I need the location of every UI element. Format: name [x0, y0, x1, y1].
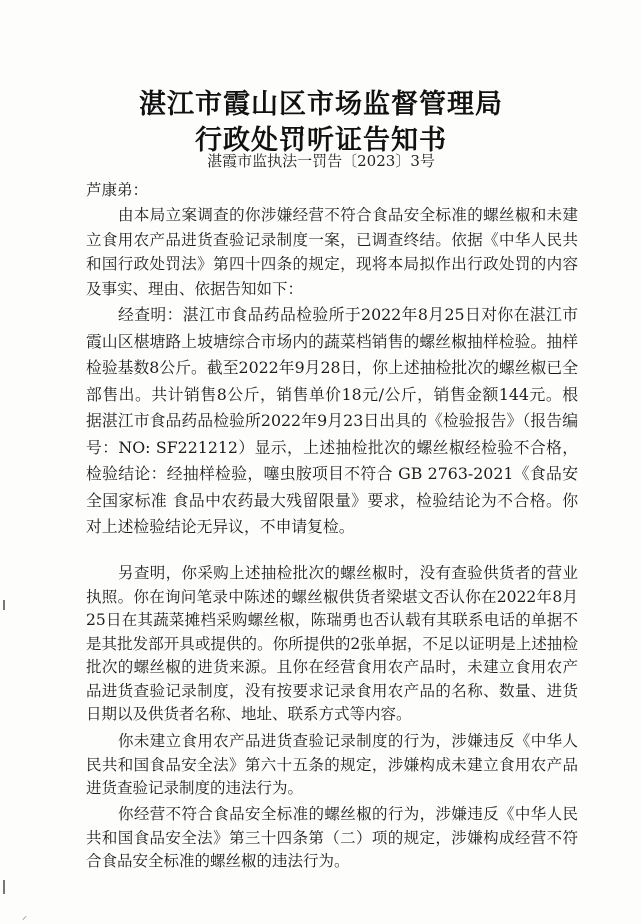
paragraph-violation-standards: 你经营不符合食品安全标准的螺丝椒的行为，涉嫌违反《中华人民共和国食品安全法》第三十四条第（二）项的规定，涉嫌构成经营不符合食品安全标准的螺丝椒的违法行为。 [86, 805, 578, 870]
issuer-title: 湛江市霞山区市场监督管理局 [139, 89, 503, 120]
paragraph-further-findings: 另查明，你采购上述抽检批次的螺丝椒时，没有查验供货者的营业执照。你在询问笔录中陈述的螺丝椒供货者梁堪文否认你在2022年8月25日在其蔬菜摊档采购螺丝椒，陈瑞勇也否认载有其联系电话的单据不是其批发部开具或提供的。你所提供的2张单据，不足以证明是上述抽检批次的螺丝椒的进货来源。且你在经营食用农产品时，未建立食用农产品进货查验记录制度，没有按要求记录食用农产品的名称、数量、进货日期以及供货者名称、地址、联系方式等内容。 [86, 564, 578, 723]
scan-corner-mark: ⸝ [22, 911, 27, 922]
paragraph-violation-records: 你未建立食用农产品进货查验记录制度的行为，涉嫌违反《中华人民共和国食品安全法》第六十五条的规定，涉嫌构成未建立食用农产品进货查验记录制度的违法行为。 [86, 732, 578, 797]
salutation: 芦康弟： [86, 181, 149, 199]
notice-title: 行政处罚听证告知书 [195, 125, 447, 156]
document-number: 湛霞市监执法一罚告〔2023〕3号 [207, 152, 435, 170]
scan-margin-mark [3, 880, 5, 894]
scan-margin-mark [3, 600, 5, 610]
paragraph-intro: 由本局立案调查的你涉嫌经营不符合食品安全标准的螺丝椒和未建立食用农产品进货查验记录制度一案，已调查终结。依据《中华人民共和国行政处罚法》第四十四条的规定，现将本局拟作出行政处罚的内容及事实、理由、依据告知如下： [86, 206, 578, 298]
paragraph-findings: 经查明：湛江市食品药品检验所于2022年8月25日对你在湛江市霞山区椹塘路上坡塘综合市场内的蔬菜档销售的螺丝椒抽样检验。抽样检验基数8公斤。截至2022年9月28日，你上述抽检批次的螺丝椒已全部售出。共计销售8公斤，销售单价18元/公斤，销售金额144元。根据湛江市食品药品检验所2022年9月23日出具的《检验报告》（报告编号：NO: SF221212）显示，上述抽检批次的螺丝椒经检验不合格，检验结论：经抽样检验，噻虫胺项目不符合 GB 2763-2021《食品安全国家标准 食品中农药最大残留限量》要求，检验结论为不合格。你对上述检验结论无异议，不申请复检。 [86, 305, 578, 536]
